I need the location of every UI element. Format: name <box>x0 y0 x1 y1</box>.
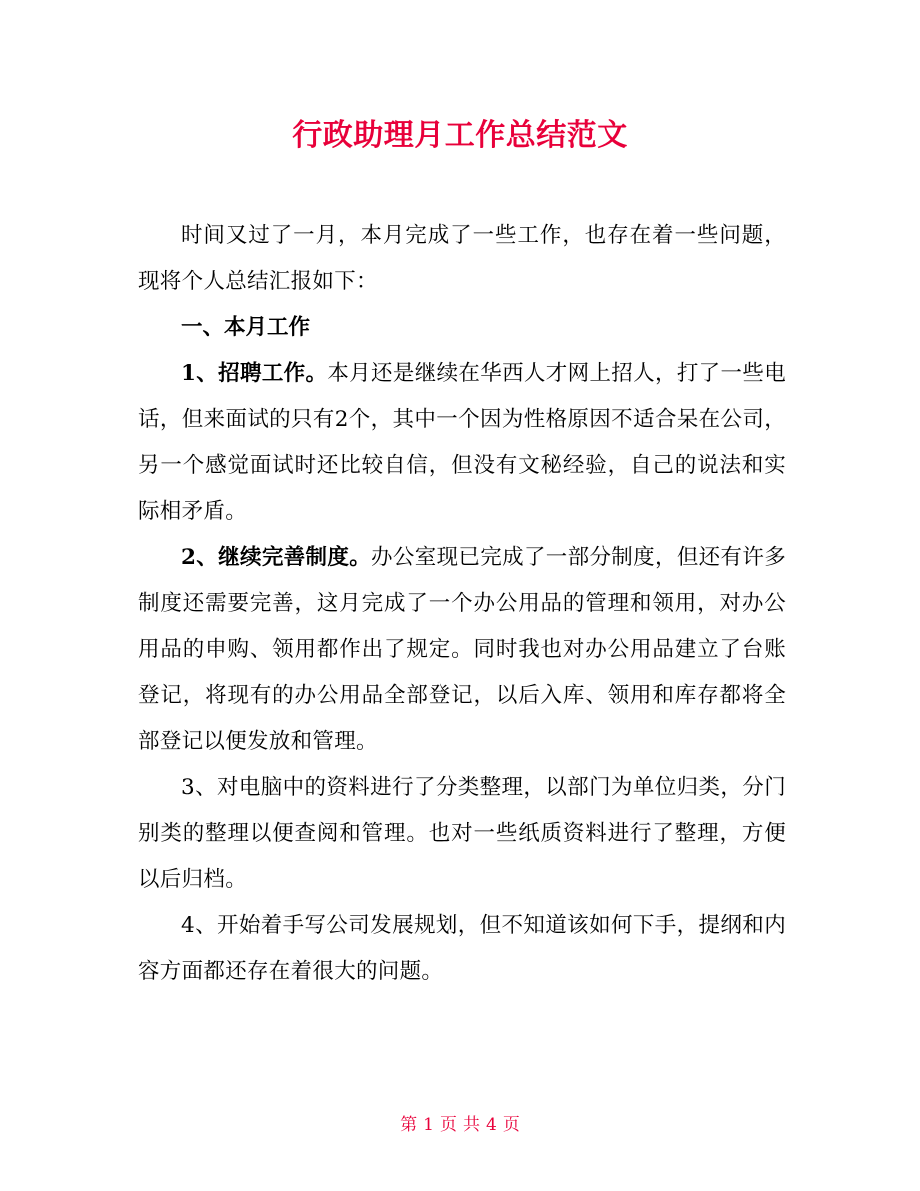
footer-total-unit: 页 <box>502 1115 520 1135</box>
item-2-lead: 2、继续完善制度。 <box>181 545 372 570</box>
item-1-lead: 1、招聘工作。 <box>181 361 328 386</box>
document-title: 行政助理月工作总结范文 <box>292 118 628 153</box>
footer-page-unit: 页 <box>440 1115 457 1135</box>
footer-total-prefix: 共 <box>463 1115 480 1135</box>
list-item-3 <box>138 765 786 903</box>
footer-page-number: 1 <box>423 1115 434 1135</box>
list-item-1 <box>138 351 786 535</box>
footer-page-prefix: 第 <box>400 1115 418 1135</box>
list-item-2 <box>138 535 786 765</box>
document-body <box>138 213 786 995</box>
page-footer <box>0 1110 920 1140</box>
item-2-text: 办公室现已完成了一部分制度，但还有许多制度还需要完善，这月完成了一个办公用品的管理和领用，对办公用品的申购、领用都作出了规定。同时我也对办公用品建立了台账登记，将现有的办公用品全部登记，以后入库、领用和库存都将全部登记以便发放和管理。 <box>138 545 786 754</box>
section-heading: 一、本月工作 <box>181 315 311 340</box>
footer-total-pages: 4 <box>486 1115 497 1135</box>
list-item-4 <box>138 903 786 995</box>
item-1-text: 本月还是继续在华西人才网上招人，打了一些电话，但来面试的只有2个，其中一个因为性格原因不适合呆在公司，另一个感觉面试时还比较自信，但没有文秘经验，自己的说法和实际相矛盾。 <box>138 361 786 524</box>
intro-paragraph: 时间又过了一月，本月完成了一些工作，也存在着一些问题，现将个人总结汇报如下： <box>138 223 786 294</box>
item-3-text: 3、对电脑中的资料进行了分类整理，以部门为单位归类，分门别类的整理以便查阅和管理。也对一些纸质资料进行了整理，方便以后归档。 <box>138 775 786 892</box>
item-4-text: 4、开始着手写公司发展规划，但不知道该如何下手，提纲和内容方面都还存在着很大的问题。 <box>138 913 786 984</box>
